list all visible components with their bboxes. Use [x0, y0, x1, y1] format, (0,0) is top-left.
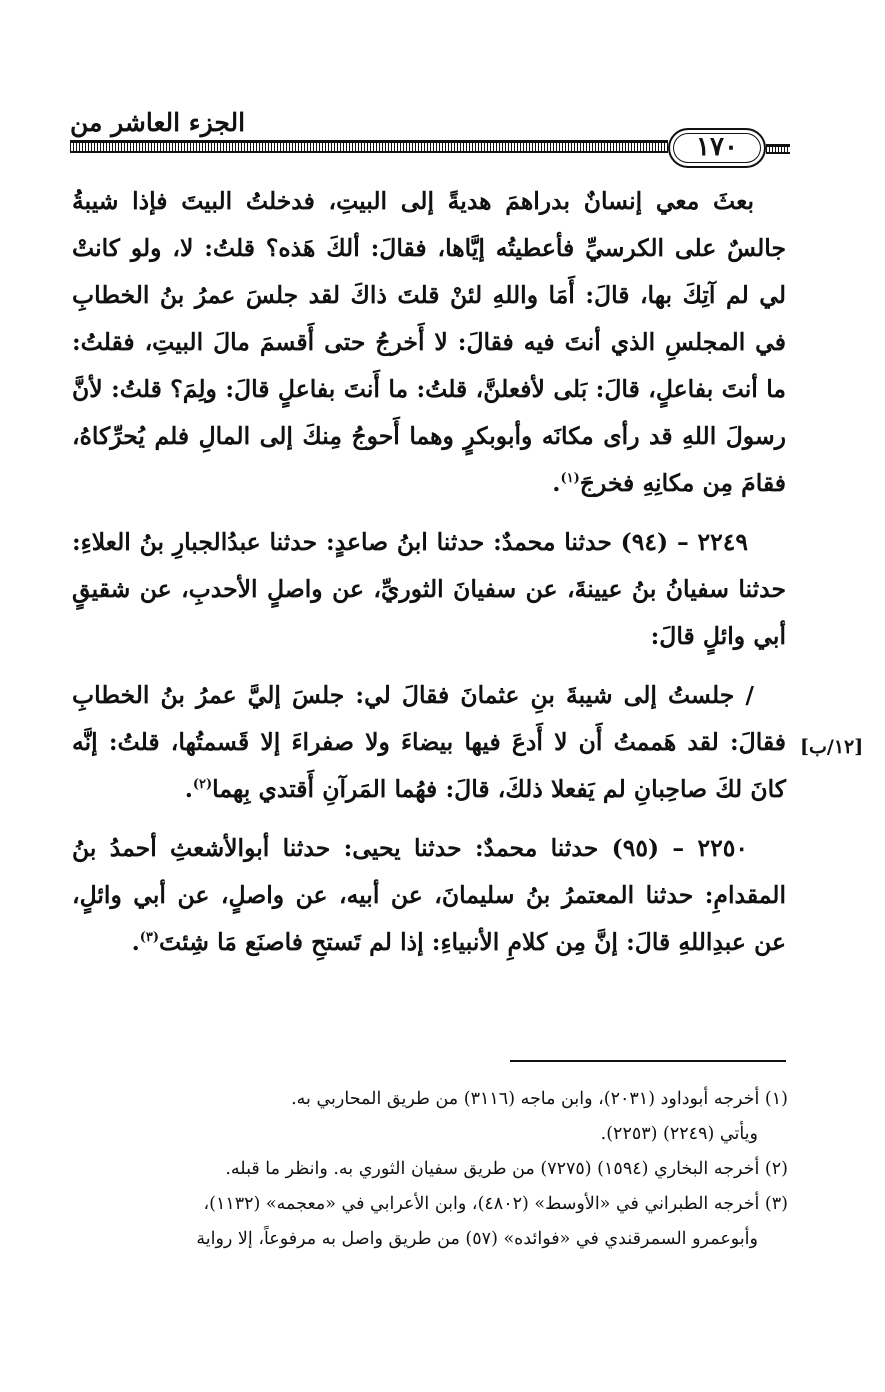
page-number: ١٧٠ [668, 128, 766, 168]
footnotes [68, 1082, 788, 1257]
footnote-1-continued: ويأتي (٢٢٤٩) (٢٢٥٣). [600, 1124, 758, 1144]
header-rule-end [766, 144, 790, 154]
footnote-3-continued: وأبوعمرو السمرقندي في «فوائده» (٥٧) من طريق واصل به مرفوعاً، إلا رواية [196, 1229, 758, 1249]
footnote-ref-2[interactable]: (٢) [192, 777, 213, 793]
footnote-1: (١) أخرجه أبوداود (٢٠٣١)، وابن ماجه (٣١١٦) من طريق المحاربي به. [291, 1089, 788, 1109]
paragraph-narration: بعثَ معي إنسانٌ بدراهمَ هديةً إلى البيتِ، فدخلتُ البيتَ فإذا شيبةُ جالسٌ على الكرسيِّ فأعطيتُه إيَّاها، فقالَ: ألكَ هَذه؟ قلتُ: لا، ولو كانتْ لي لم آتِكَ بها، قالَ: أَمَا واللهِ لئنْ قلتَ ذاكَ لقد جلسَ عمرُ بنُ الخطابِ في المجلسِ الذي أنتَ فيه فقالَ: لا أَخرجُ حتى أَقسمَ مالَ البيتِ، فقلتُ: ما أنتَ بفاعلٍ، قالَ: بَلى لأفعلنَّ، قلتُ: ما أَنتَ بفاعلٍ قالَ: ولِمَ؟ قلتُ: لأنَّ رسولَ اللهِ قد رأى مكانَه وأبوبكرٍ وهما أَحوجُ مِنكَ إلى المالِ فلم يُحرِّكاهُ، فقامَ مِن مكانِهِ فخرجَ$^{(١)}$. [72, 187, 786, 497]
footnote-ref-3[interactable]: (٣) [139, 930, 160, 946]
paragraph-text: ٢٢٤٩ – (٩٤) حدثنا محمدٌ: حدثنا ابنُ صاعدٍ: حدثنا عبدُالجبارِ بنُ العلاءِ: حدثنا سفيانُ بنُ عيينةَ، عن سفيانَ الثوريِّ، عن واصلٍ الأحدبِ، عن شقيقٍ أبي وائلٍ قالَ: [72, 528, 786, 650]
hadith-2249-matn: / جلستُ إلى شيبةَ بنِ عثمانَ فقالَ لي: جلسَ إليَّ عمرُ بنُ الخطابِ فقالَ: لقد هَممتُ أَن لا أَدعَ فيها بيضاءَ ولا صفراءَ إلا قَسمتُها، قلتُ: إنَّه كانَ لكَ صاحِبانِ لم يَفعلا ذلكَ، قالَ: فهُما المَرآنِ أَقتدي بِهما$^{(٢)}$. [72, 681, 786, 803]
footnote-ref-1[interactable]: (١) [560, 471, 580, 487]
header-rule [70, 140, 668, 153]
hadith-2250: ٢٢٥٠ – (٩٥) حدثنا محمدٌ: حدثنا يحيى: حدثنا أبوالأشعثِ أحمدُ بنُ المقدامِ: حدثنا المعتمرُ بنُ سليمانَ، عن أبيه، عن واصلٍ، عن أبي وائلٍ، عن عبدِاللهِ قالَ: إنَّ مِن كلامِ الأنبياءِ: إذا لم تَستحِ فاصنَع مَا شِئتَ$^{(٣)}$. [72, 834, 786, 956]
manuscript-folio-marker: [١٢/ب] [800, 736, 864, 758]
footnote-separator [510, 1060, 786, 1062]
hadith-2249-isnad [72, 519, 786, 660]
main-text [72, 178, 786, 978]
footnote-3: (٣) أخرجه الطبراني في «الأوسط» (٤٨٠٢)، وابن الأعرابي في «معجمه» (١١٣٢)، [203, 1194, 788, 1214]
footnote-2: (٢) أخرجه البخاري (١٥٩٤) (٧٢٧٥) من طريق سفيان الثوري به. وانظر ما قبله. [225, 1159, 788, 1179]
paragraph-text: ٢٢٥٠ – (٩٥) حدثنا محمدٌ: حدثنا يحيى: حدثنا أبوالأشعثِ أحمدُ بنُ المقدامِ: حدثنا المعتمرُ بنُ سليمانَ، عن أبيه، عن واصلٍ، عن أبي وائلٍ، عن عبدِاللهِ قالَ: إنَّ مِن كلامِ الأنبياءِ: إذا لم تَستحِ فاصنَع مَا شِئتَ [72, 834, 786, 956]
paragraph-text: بعثَ معي إنسانٌ بدراهمَ هديةً إلى البيتِ، فدخلتُ البيتَ فإذا شيبةُ جالسٌ على الكرسيِّ فأعطيتُه إيَّاها، فقالَ: ألكَ هَذه؟ قلتُ: لا، ولو كانتْ لي لم آتِكَ بها، قالَ: أَمَا واللهِ لئنْ قلتَ ذاكَ لقد جلسَ عمرُ بنُ الخطابِ في المجلسِ الذي أنتَ فيه فقالَ: لا أَخرجُ حتى أَقسمَ مالَ البيتِ، فقلتُ: ما أنتَ بفاعلٍ، قالَ: بَلى لأفعلنَّ، قلتُ: ما أَنتَ بفاعلٍ قالَ: ولِمَ؟ قلتُ: لأنَّ رسولَ اللهِ قد رأى مكانَه وأبوبكرٍ وهما أَحوجُ مِنكَ إلى المالِ فلم يُحرِّكاهُ، فقامَ مِن مكانِهِ فخرجَ [72, 187, 786, 497]
paragraph-text: / جلستُ إلى شيبةَ بنِ عثمانَ فقالَ لي: جلسَ إليَّ عمرُ بنُ الخطابِ فقالَ: لقد هَممتُ أَن لا أَدعَ فيها بيضاءَ ولا صفراءَ إلا قَسمتُها، قلتُ: إنَّه كانَ لكَ صاحِبانِ لم يَفعلا ذلكَ، قالَ: فهُما المَرآنِ أَقتدي بِهما [72, 681, 786, 803]
running-header-title: الجزء العاشر من [70, 108, 246, 137]
